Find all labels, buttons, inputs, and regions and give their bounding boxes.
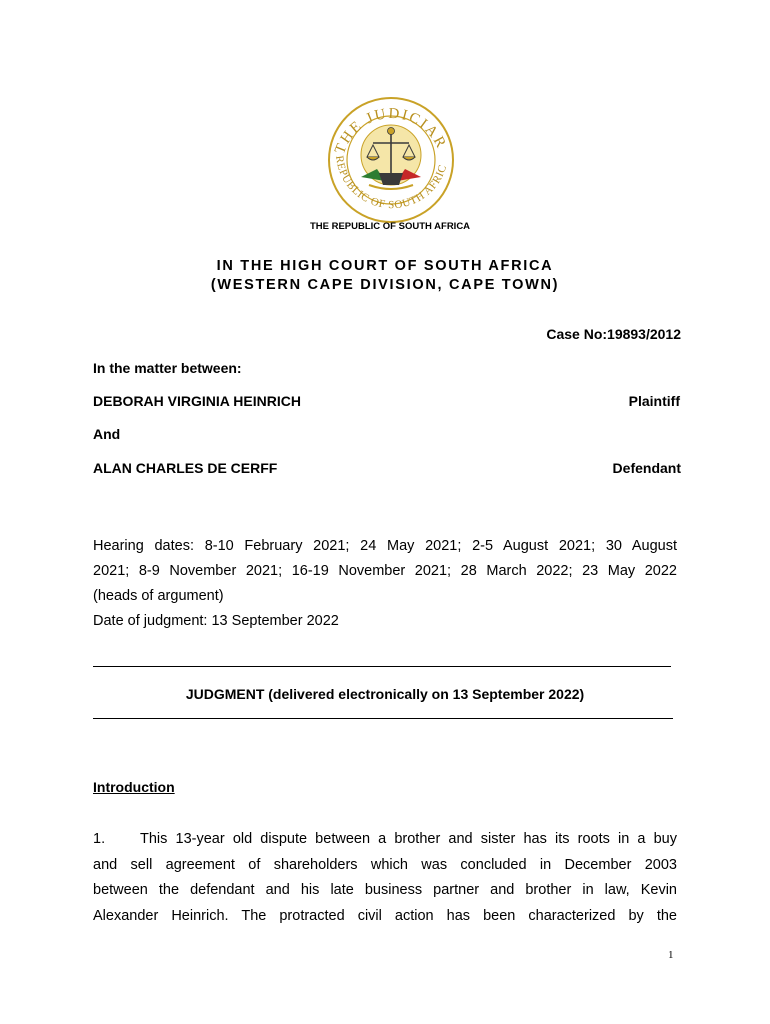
court-heading xyxy=(0,257,770,295)
paragraph-line: between the defendant and his late business partner and brother in law, Kevin xyxy=(93,882,677,898)
court-line-1: IN THE HIGH COURT OF SOUTH AFRICA xyxy=(216,258,554,274)
section-heading-introduction: Introduction xyxy=(93,779,175,795)
court-line-2: (WESTERN CAPE DIVISION, CAPE TOWN) xyxy=(210,277,560,293)
hearing-line: 2021; 8-9 November 2021; 16-19 November 2021; 28 March 2022; 23 May 2022 xyxy=(93,563,677,579)
page-number: 1 xyxy=(668,949,674,961)
divider-top xyxy=(93,666,671,667)
plaintiff-name: DEBORAH VIRGINIA HEINRICH xyxy=(93,393,301,409)
hearing-line: Hearing dates: 8-10 February 2021; 24 May 2021; 2-5 August 2021; 30 August xyxy=(93,538,677,554)
paragraph-1 xyxy=(93,827,677,929)
paragraph-line xyxy=(93,827,677,853)
paragraph-number: 1. xyxy=(93,831,106,847)
svg-text:THE JUDICIARY: THE JUDICIAR xyxy=(332,105,450,157)
matter-between: In the matter between: xyxy=(93,360,242,376)
paragraph-line: and sell agreement of shareholders which was concluded in December 2003 xyxy=(93,856,677,873)
hearing-line: (heads of argument) xyxy=(93,588,224,604)
defendant-name: ALAN CHARLES DE CERFF xyxy=(93,460,278,476)
judiciary-seal-logo xyxy=(318,95,464,225)
paragraph-line: Alexander Heinrich. The protracted civil action has been characterized by the xyxy=(93,907,677,924)
paragraph-text: This 13-year old dispute between a brother and sister has its roots in a buy xyxy=(140,831,677,847)
hearing-dates-block xyxy=(93,534,677,634)
judgment-title: JUDGMENT (delivered electronically on 13 September 2022) xyxy=(185,686,585,702)
plaintiff-role: Plaintiff xyxy=(628,393,680,409)
republic-caption: THE REPUBLIC OF SOUTH AFRICA xyxy=(309,221,471,232)
defendant-role: Defendant xyxy=(612,460,681,476)
case-number: Case No:19893/2012 xyxy=(546,326,681,342)
svg-text:REPUBLIC OF SOUTH AFRICA: REPUBLIC OF SOUTH AFRIC xyxy=(333,154,450,212)
judgment-date: Date of judgment: 13 September 2022 xyxy=(93,613,339,629)
divider-bottom xyxy=(93,718,673,719)
and-separator: And xyxy=(93,426,121,442)
